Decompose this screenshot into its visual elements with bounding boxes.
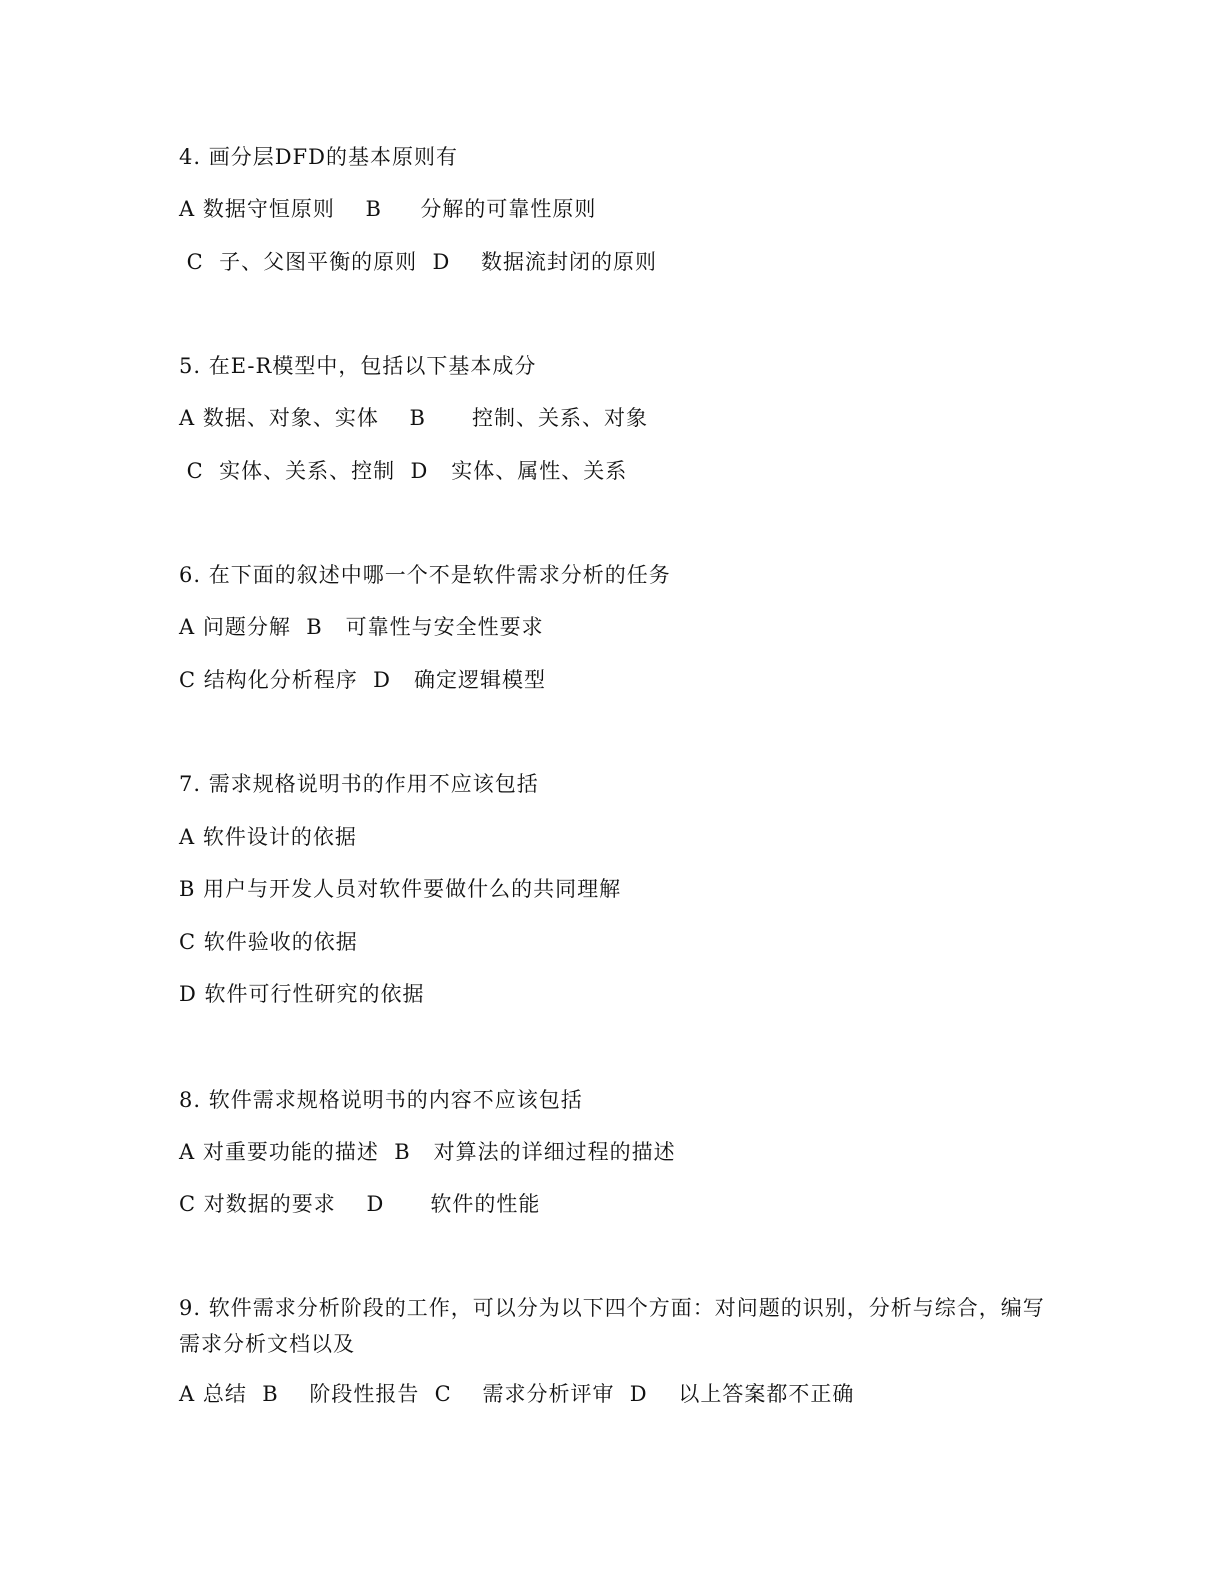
question-6-options-line-1: A 问题分解 B 可靠性与安全性要求: [179, 615, 544, 639]
question-8-options-line-1: A 对重要功能的描述 B 对算法的详细过程的描述: [179, 1140, 676, 1164]
question-7-option-b: B 用户与开发人员对软件要做什么的共同理解: [179, 877, 622, 901]
question-5-options-line-1: A 数据、对象、实体 B 控制、关系、对象: [179, 406, 649, 430]
question-8-stem: 8. 软件需求规格说明书的内容不应该包括: [179, 1088, 583, 1112]
question-7-option-c: C 软件验收的依据: [179, 930, 358, 954]
question-9-stem: 9. 软件需求分析阶段的工作，可以分为以下四个方面：对问题的识别，分析与综合，编写需求分析文档以及: [179, 1296, 1045, 1356]
question-5-stem: 5. 在E-R模型中，包括以下基本成分: [179, 354, 537, 378]
question-7-option-a: A 软件设计的依据: [179, 825, 357, 849]
question-5-options-line-2: C 实体、关系、控制 D 实体、属性、关系: [179, 459, 628, 483]
question-4-options-line-1: A 数据守恒原则 B 分解的可靠性原则: [179, 197, 597, 221]
question-8-options-line-2: C 对数据的要求 D 软件的性能: [179, 1192, 541, 1216]
question-6-stem: 6. 在下面的叙述中哪一个不是软件需求分析的任务: [179, 563, 671, 587]
question-4-options-line-2: C 子、父图平衡的原则 D 数据流封闭的原则: [179, 250, 657, 274]
question-7-stem: 7. 需求规格说明书的作用不应该包括: [179, 772, 539, 796]
question-6-options-line-2: C 结构化分析程序 D 确定逻辑模型: [179, 668, 546, 692]
question-9-options-line-1: A 总结 B 阶段性报告 C 需求分析评审 D 以上答案都不正确: [179, 1382, 855, 1406]
question-4-stem: 4. 画分层DFD的基本原则有: [179, 145, 458, 169]
question-7-option-d: D 软件可行性研究的依据: [179, 982, 425, 1006]
